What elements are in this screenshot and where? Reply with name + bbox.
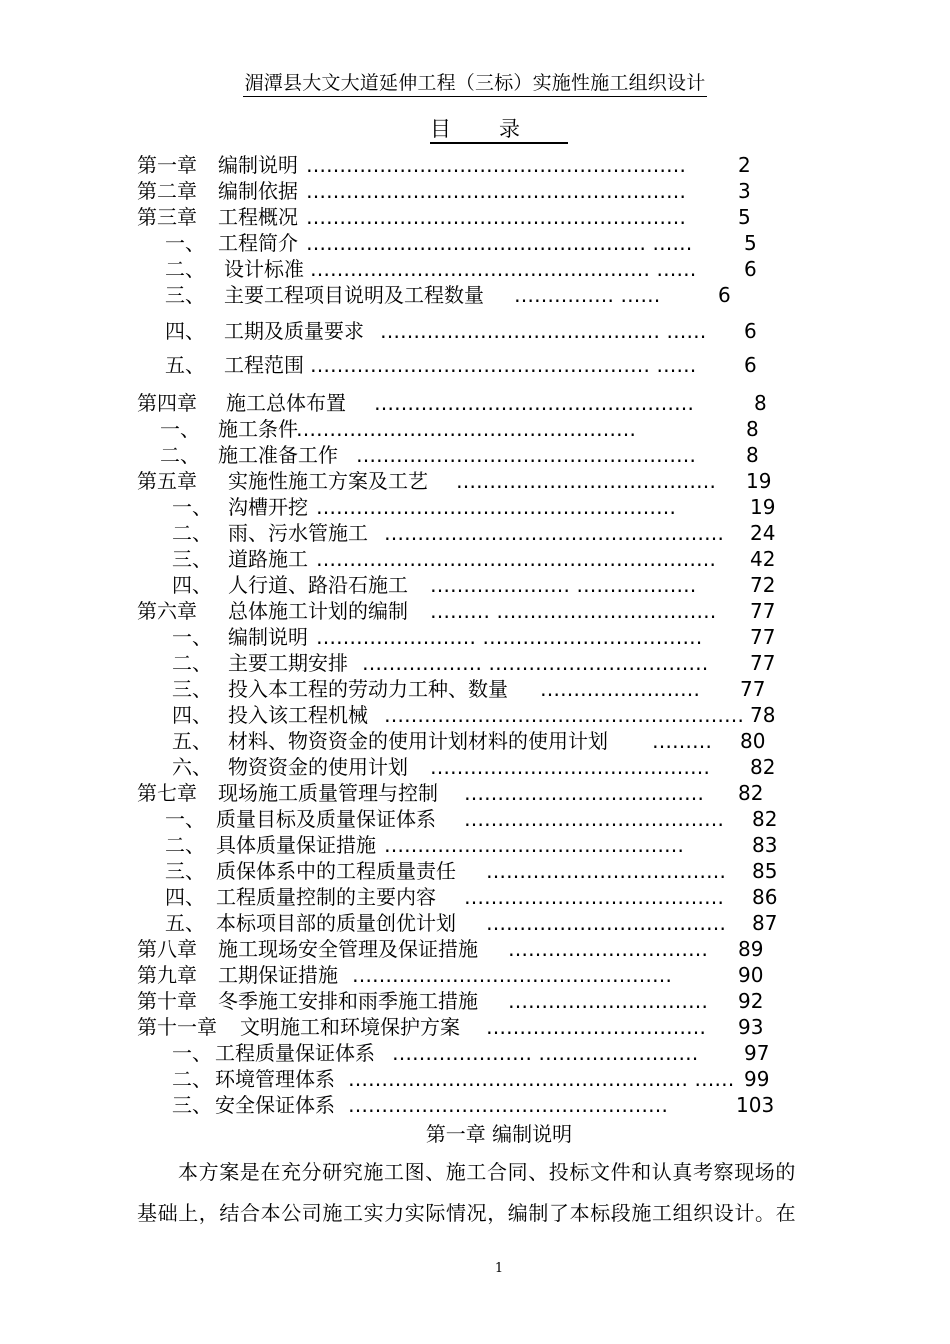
toc-entry-number: 三、 (172, 1093, 212, 1117)
toc-entry-title: 投入本工程的劳动力工种、数量 (228, 677, 508, 701)
toc-entry-page: 80 (740, 729, 766, 753)
toc-entry-title: 环境管理体系 (215, 1067, 335, 1091)
toc-entry-title: 工期保证措施 (218, 963, 338, 987)
toc-entry-leader: ………………………… (508, 989, 708, 1013)
toc-entry-title: 工程范围 (224, 353, 304, 377)
toc-entry-number: 二、 (172, 521, 212, 545)
toc-entry-leader: …………………………………………………… (316, 547, 716, 571)
toc-entry-title: 本标项目部的质量创优计划 (216, 911, 456, 935)
toc-entry-page: 5 (738, 205, 751, 229)
toc-entry-leader: …………………………………………… (296, 417, 636, 441)
toc-entry-page: 99 (744, 1067, 770, 1091)
toc-entry-title: 材料、物资资金的使用计划材料的使用计划 (228, 729, 608, 753)
document-header (0, 68, 950, 95)
toc-entry-number: 一、 (165, 231, 205, 255)
toc-entry-page: 2 (738, 153, 751, 177)
toc-entry-page: 3 (738, 179, 751, 203)
toc-entry-page: 19 (750, 495, 776, 519)
toc-entry-number: 第五章 (137, 469, 197, 493)
toc-entry-title: 道路施工 (228, 547, 308, 571)
toc-entry-title: 编制说明 (218, 153, 298, 177)
toc-entry-leader: ………………………………… (464, 885, 724, 909)
toc-entry-number: 四、 (165, 319, 205, 343)
toc-entry-leader: ………………… ……………… (430, 573, 697, 597)
toc-entry-title: 工程简介 (218, 231, 298, 255)
toc-entry-title: 施工总体布置 (226, 391, 346, 415)
toc-entry-page: 77 (750, 625, 776, 649)
toc-entry-leader: ………………………………… (456, 469, 716, 493)
toc-entry-title: 主要工期安排 (228, 651, 348, 675)
toc-entry-number: 第四章 (137, 391, 197, 415)
toc-entry-page: 8 (746, 443, 759, 467)
toc-entry-leader: ………………………………………………… (306, 153, 686, 177)
toc-entry-title: 现场施工质量管理与控制 (218, 781, 438, 805)
toc-entry-page: 8 (754, 391, 767, 415)
toc-entry-leader: …………………………………………… …… (348, 1067, 735, 1091)
toc-entry-title: 施工现场安全管理及保证措施 (218, 937, 478, 961)
toc-entry-title: 冬季施工安排和雨季施工措施 (218, 989, 478, 1013)
toc-entry-title: 安全保证体系 (215, 1093, 335, 1117)
toc-entry-title: 编制依据 (218, 179, 298, 203)
toc-entry-page: 93 (738, 1015, 764, 1039)
toc-entry-leader: …………… …… (514, 283, 661, 307)
toc-entry-number: 六、 (172, 755, 212, 779)
toc-entry-page: 19 (746, 469, 772, 493)
toc-entry-page: 6 (718, 283, 731, 307)
toc-entry-page: 86 (752, 885, 778, 909)
toc-entry-page: 82 (738, 781, 764, 805)
toc-entry-number: 三、 (172, 677, 212, 701)
toc-entry-title: 施工准备工作 (218, 443, 338, 467)
toc-entry-leader: ……………………………………………… (316, 495, 676, 519)
toc-entry-page: 24 (750, 521, 776, 545)
toc-entry-leader: ………………… …………………… (392, 1041, 699, 1065)
toc-entry-page: 6 (744, 319, 757, 343)
toc-entry-title: 质保体系中的工程质量责任 (216, 859, 456, 883)
toc-entry-page: 6 (744, 353, 757, 377)
toc-entry-page: 77 (750, 599, 776, 623)
toc-entry-title: 设计标准 (224, 257, 304, 281)
toc-entry-leader: ……………………………… (464, 781, 704, 805)
toc-entry-number: 第十一章 (137, 1015, 217, 1039)
toc-entry-leader: …………………………………………… (356, 443, 696, 467)
toc-entry-number: 二、 (160, 443, 200, 467)
toc-entry-leader: ………………………………………… (348, 1093, 668, 1117)
toc-entry-page: 103 (736, 1093, 775, 1117)
toc-entry-leader: …………………………………… (430, 755, 710, 779)
toc-entry-number: 第八章 (137, 937, 197, 961)
toc-entry-number: 三、 (165, 283, 205, 307)
toc-entry-number: 四、 (172, 573, 212, 597)
toc-entry-number: 三、 (165, 859, 205, 883)
toc-entry-number: 一、 (172, 495, 212, 519)
toc-entry-page: 82 (750, 755, 776, 779)
toc-entry-title: 施工条件 (218, 417, 298, 441)
toc-entry-leader: …………………………………………… (384, 521, 724, 545)
toc-entry-title: 总体施工计划的编制 (228, 599, 408, 623)
toc-entry-number: 三、 (172, 547, 212, 571)
toc-entry-title: 具体质量保证措施 (216, 833, 376, 857)
toc-entry-page: 78 (750, 703, 776, 727)
toc-entry-number: 一、 (160, 417, 200, 441)
toc-entry-leader: ……… …………………………… (430, 599, 717, 623)
toc-entry-title: 实施性施工方案及工艺 (228, 469, 428, 493)
toc-entry-leader: ………………………… (508, 937, 708, 961)
toc-title (0, 113, 950, 143)
toc-entry-title: 雨、污水管施工 (228, 521, 368, 545)
toc-entry-title: 工程质量控制的主要内容 (216, 885, 436, 909)
toc-entry-number: 五、 (165, 911, 205, 935)
toc-entry-leader: ………………………………… (464, 807, 724, 831)
toc-entry-page: 97 (744, 1041, 770, 1065)
toc-entry-leader: …………………………………………… …… (310, 353, 697, 377)
toc-entry-leader: …………………… (540, 677, 700, 701)
body-paragraph-line-2: 基础上，结合本公司施工实力实际情况，编制了本标段施工组织设计。在 (137, 1201, 797, 1225)
toc-entry-number: 一、 (172, 625, 212, 649)
toc-entry-page: 92 (738, 989, 764, 1013)
toc-entry-leader: ………………………………………………… (306, 179, 686, 203)
toc-entry-number: 第三章 (137, 205, 197, 229)
toc-entry-title: 沟槽开挖 (228, 495, 308, 519)
toc-entry-page: 42 (750, 547, 776, 571)
toc-entry-title: 物资资金的使用计划 (228, 755, 408, 779)
page-number: 1 (494, 1261, 504, 1276)
toc-entry-leader: ………………………………………… (374, 391, 694, 415)
toc-entry-leader: ……… (652, 729, 712, 753)
toc-entry-leader: …………………………………………… …… (310, 257, 697, 281)
toc-entry-number: 四、 (165, 885, 205, 909)
toc-entry-page: 83 (752, 833, 778, 857)
toc-entry-page: 8 (746, 417, 759, 441)
toc-entry-number: 五、 (172, 729, 212, 753)
toc-entry-number: 第六章 (137, 599, 197, 623)
toc-entry-page: 89 (738, 937, 764, 961)
toc-entry-page: 5 (744, 231, 757, 255)
toc-entry-leader: ……………… …………………………… (362, 651, 709, 675)
toc-entry-number: 五、 (165, 353, 205, 377)
toc-entry-number: 第一章 (137, 153, 197, 177)
toc-entry-leader: …………………… …………………………… (316, 625, 703, 649)
toc-entry-leader: ……………………………… (486, 911, 726, 935)
toc-entry-leader: …………………………… (486, 1015, 706, 1039)
toc-entry-title: 文明施工和环境保护方案 (240, 1015, 460, 1039)
toc-entry-leader: …………………………………………… …… (306, 231, 693, 255)
toc-entry-title: 人行道、路沿石施工 (228, 573, 408, 597)
toc-entry-page: 90 (738, 963, 764, 987)
toc-entry-page: 6 (744, 257, 757, 281)
toc-entry-leader: ……………………………………………… (384, 703, 744, 727)
toc-entry-number: 一、 (172, 1041, 212, 1065)
toc-entry-page: 77 (750, 651, 776, 675)
header-title: 湄潭县大文大道延伸工程（三标）实施性施工组织设计 (243, 72, 708, 97)
toc-entry-title: 工程概况 (218, 205, 298, 229)
toc-entry-number: 第十章 (137, 989, 197, 1013)
toc-entry-title: 质量目标及质量保证体系 (216, 807, 436, 831)
toc-entry-page: 77 (740, 677, 766, 701)
toc-entry-title: 工程质量保证体系 (215, 1041, 375, 1065)
toc-entry-title: 编制说明 (228, 625, 308, 649)
toc-entry-page: 82 (752, 807, 778, 831)
section-heading: 第一章 编制说明 (425, 1122, 573, 1146)
toc-entry-leader: ……………………………………… (384, 833, 684, 857)
toc-entry-page: 85 (752, 859, 778, 883)
toc-entry-number: 二、 (165, 257, 205, 281)
toc-entry-number: 四、 (172, 703, 212, 727)
toc-entry-title: 工期及质量要求 (224, 319, 364, 343)
toc-entry-number: 第二章 (137, 179, 197, 203)
toc-entry-number: 第九章 (137, 963, 197, 987)
toc-entry-leader: ………………………………………… (352, 963, 672, 987)
toc-entry-number: 二、 (172, 651, 212, 675)
toc-entry-title: 投入该工程机械 (228, 703, 368, 727)
toc-title-text: 目录 (430, 117, 568, 144)
toc-entry-title: 主要工程项目说明及工程数量 (224, 283, 484, 307)
body-paragraph-line-1: 本方案是在充分研究施工图、施工合同、投标文件和认真考察现场的 (178, 1160, 796, 1184)
toc-entry-page: 87 (752, 911, 778, 935)
toc-entry-number: 第七章 (137, 781, 197, 805)
toc-entry-page: 72 (750, 573, 776, 597)
toc-entry-leader: ……………………………… (486, 859, 726, 883)
toc-entry-leader: …………………………………… …… (380, 319, 707, 343)
toc-entry-number: 一、 (165, 807, 205, 831)
toc-entry-number: 二、 (165, 833, 205, 857)
toc-entry-leader: ………………………………………………… (306, 205, 686, 229)
toc-entry-number: 二、 (172, 1067, 212, 1091)
